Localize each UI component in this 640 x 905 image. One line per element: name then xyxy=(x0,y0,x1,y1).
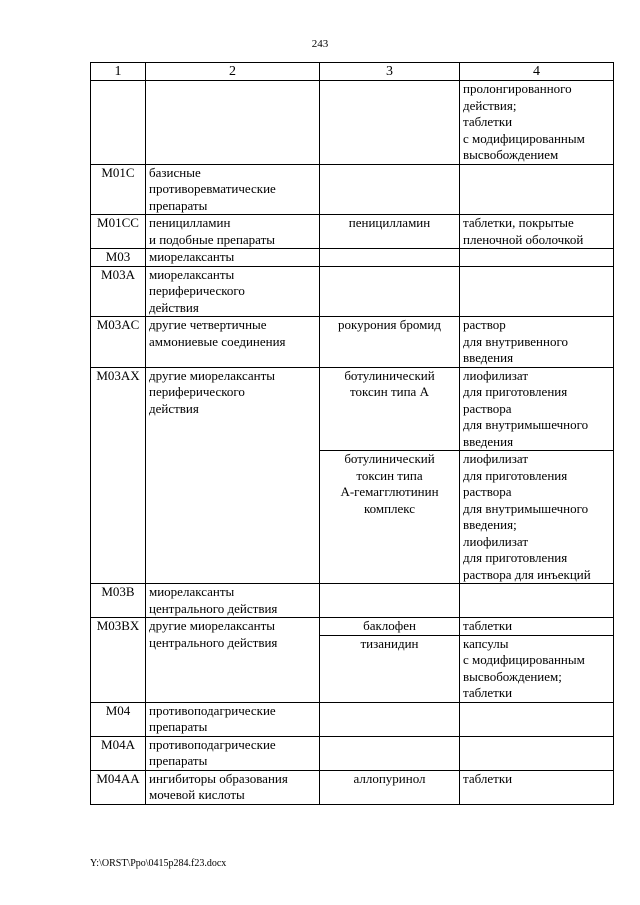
group-name-cell: базисные противоревматические препараты xyxy=(146,164,320,215)
column-header: 3 xyxy=(320,63,460,81)
dosage-form-cell: раствор для внутривенного введения xyxy=(460,317,614,368)
group-name-cell: пеницилламин и подобные препараты xyxy=(146,215,320,249)
table-header-row xyxy=(91,63,614,81)
substance-cell: пеницилламин xyxy=(320,215,460,249)
atc-code-cell: M04AA xyxy=(91,770,146,804)
drug-classification-table xyxy=(90,62,614,805)
dosage-form-cell: лиофилизат для приготовления раствора для внутримышечного введения; лиофилизат для приготовления раствора для инъекций xyxy=(460,451,614,584)
dosage-form-cell xyxy=(460,584,614,618)
dosage-form-cell xyxy=(460,164,614,215)
atc-code-cell: M03A xyxy=(91,266,146,317)
group-name-cell: противоподагрические препараты xyxy=(146,736,320,770)
table-row xyxy=(91,367,614,451)
column-header: 2 xyxy=(146,63,320,81)
atc-code-cell: M03 xyxy=(91,249,146,267)
substance-cell xyxy=(320,702,460,736)
substance-cell xyxy=(320,736,460,770)
table-row xyxy=(91,266,614,317)
group-name-cell: другие миорелаксанты центрального действия xyxy=(146,618,320,703)
atc-code-cell: M03BX xyxy=(91,618,146,703)
atc-code-cell: M04A xyxy=(91,736,146,770)
group-name-cell: ингибиторы образования мочевой кислоты xyxy=(146,770,320,804)
table-row xyxy=(91,618,614,636)
dosage-form-cell: лиофилизат для приготовления раствора для внутримышечного введения xyxy=(460,367,614,451)
atc-code-cell: M04 xyxy=(91,702,146,736)
dosage-form-cell xyxy=(460,736,614,770)
dosage-form-cell: капсулы с модифицированным высвобождением; таблетки xyxy=(460,635,614,702)
atc-code-cell: M03AC xyxy=(91,317,146,368)
atc-code-cell: M01CC xyxy=(91,215,146,249)
substance-cell xyxy=(320,266,460,317)
atc-code-cell: M03AX xyxy=(91,367,146,584)
substance-cell xyxy=(320,584,460,618)
table-row xyxy=(91,164,614,215)
table-row xyxy=(91,736,614,770)
group-name-cell: другие четвертичные аммониевые соединения xyxy=(146,317,320,368)
group-name-cell: миорелаксанты xyxy=(146,249,320,267)
group-name-cell: противоподагрические препараты xyxy=(146,702,320,736)
atc-code-cell xyxy=(91,81,146,165)
group-name-cell xyxy=(146,81,320,165)
dosage-form-cell: таблетки xyxy=(460,618,614,636)
group-name-cell: миорелаксанты периферического действия xyxy=(146,266,320,317)
page-number: 243 xyxy=(311,38,329,50)
dosage-form-cell xyxy=(460,249,614,267)
dosage-form-cell: таблетки xyxy=(460,770,614,804)
column-header: 4 xyxy=(460,63,614,81)
table-row xyxy=(91,770,614,804)
column-header: 1 xyxy=(91,63,146,81)
atc-code-cell: M01C xyxy=(91,164,146,215)
atc-code-cell: M03B xyxy=(91,584,146,618)
dosage-form-cell: пролонгированного действия; таблетки с модифицированным высвобождением xyxy=(460,81,614,165)
table-row xyxy=(91,81,614,165)
dosage-form-cell xyxy=(460,702,614,736)
group-name-cell: другие миорелаксанты периферического действия xyxy=(146,367,320,584)
substance-cell xyxy=(320,249,460,267)
substance-cell: баклофен xyxy=(320,618,460,636)
table-row xyxy=(91,702,614,736)
group-name-cell: миорелаксанты центрального действия xyxy=(146,584,320,618)
substance-cell: рокурония бромид xyxy=(320,317,460,368)
substance-cell: ботулинический токсин типа А xyxy=(320,367,460,451)
dosage-form-cell xyxy=(460,266,614,317)
substance-cell: аллопуринол xyxy=(320,770,460,804)
footer-file-path: Y:\ORST\Ppo\0415p284.f23.docx xyxy=(90,858,227,869)
substance-cell: тизанидин xyxy=(320,635,460,702)
dosage-form-cell: таблетки, покрытые пленочной оболочкой xyxy=(460,215,614,249)
substance-cell xyxy=(320,164,460,215)
substance-cell xyxy=(320,81,460,165)
table-row xyxy=(91,317,614,368)
table-row xyxy=(91,215,614,249)
table-row xyxy=(91,249,614,267)
substance-cell: ботулинический токсин типа А-гемагглютинин комплекс xyxy=(320,451,460,584)
table-row xyxy=(91,584,614,618)
